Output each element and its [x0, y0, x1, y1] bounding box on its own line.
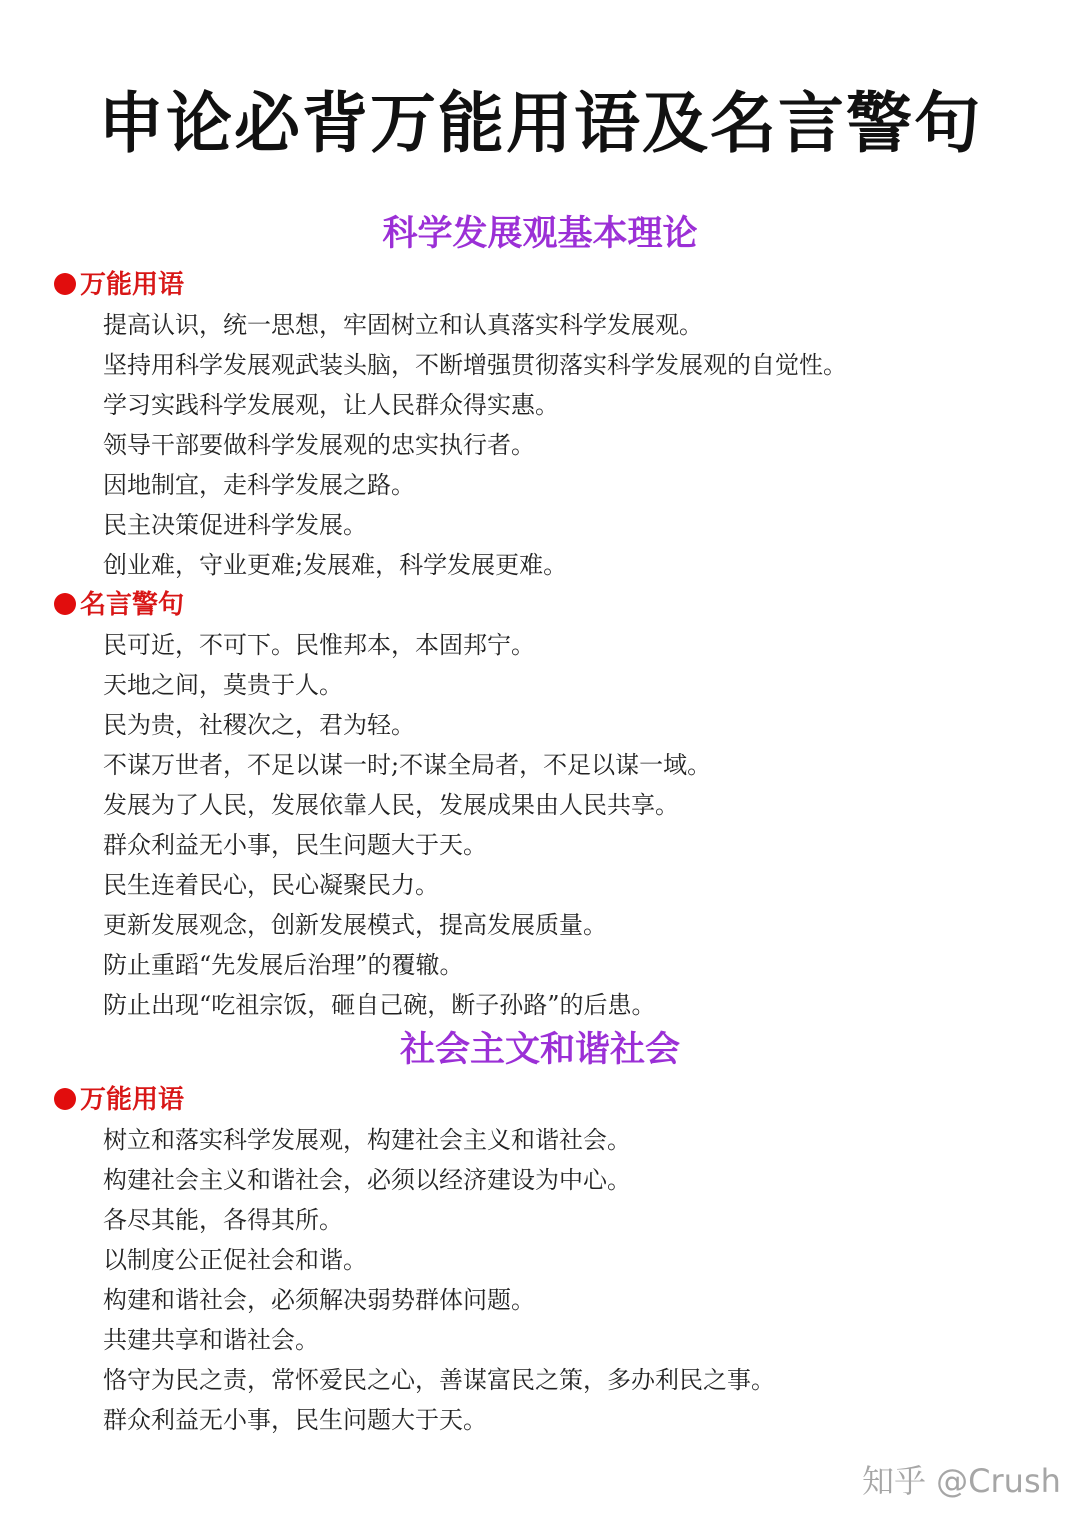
- watermark: 知乎 @Crush: [862, 1462, 1061, 1500]
- list-item: 共建共享和谐社会。: [103, 1326, 319, 1354]
- list-item: 发展为了人民，发展依靠人民，发展成果由人民共享。: [103, 791, 679, 819]
- list-item: 不谋万世者，不足以谋一时;不谋全局者，不足以谋一域。: [103, 751, 712, 779]
- red-bullet-icon: [54, 273, 76, 295]
- section-title: 科学发展观基本理论: [382, 214, 698, 254]
- list-item: 恪守为民之责，常怀爱民之心，善谋富民之策，多办利民之事。: [103, 1366, 775, 1394]
- list-item: 学习实践科学发展观，让人民群众得实惠。: [103, 391, 559, 419]
- list-item: 创业难，守业更难;发展难，科学发展更难。: [103, 551, 568, 579]
- list-item: 民可近，不可下。民惟邦本，本固邦宁。: [103, 631, 535, 659]
- quote-list: [0, 625, 1080, 1025]
- list-item: 群众利益无小事，民生问题大于天。: [103, 1406, 487, 1434]
- list-item: 构建社会主义和谐社会，必须以经济建设为中心。: [103, 1166, 631, 1194]
- list-item: 群众利益无小事，民生问题大于天。: [103, 831, 487, 859]
- section-title: 社会主文和谐社会: [399, 1030, 680, 1070]
- list-item: 更新发展观念，创新发展模式，提高发展质量。: [103, 911, 607, 939]
- list-item: 天地之间，莫贵于人。: [103, 671, 343, 699]
- list-item: 民生连着民心，民心凝聚民力。: [103, 871, 439, 899]
- section-harmonious-society: [0, 1025, 1080, 1440]
- subhead-label: 万能用语: [80, 1085, 185, 1115]
- list-item: 民为贵，社稷次之，君为轻。: [103, 711, 415, 739]
- subhead-famous-quotes: [54, 585, 1080, 625]
- section-scientific-development: [0, 209, 1080, 1025]
- red-bullet-icon: [54, 593, 76, 615]
- list-item: 以制度公正促社会和谐。: [103, 1246, 367, 1274]
- list-item: 防止重蹈“先发展后治理”的覆辙。: [103, 951, 464, 979]
- page-title: 申论必背万能用语及名言警句: [98, 85, 982, 162]
- subhead-label: 万能用语: [80, 270, 185, 300]
- list-item: 民主决策促进科学发展。: [103, 511, 367, 539]
- list-item: 因地制宜，走科学发展之路。: [103, 471, 415, 499]
- subhead-universal-phrases: [54, 1080, 1080, 1120]
- list-item: 提高认识，统一思想，牢固树立和认真落实科学发展观。: [103, 311, 703, 339]
- subhead-label: 名言警句: [80, 590, 185, 620]
- list-item: 各尽其能，各得其所。: [103, 1206, 343, 1234]
- list-item: 构建和谐社会，必须解决弱势群体问题。: [103, 1286, 535, 1314]
- phrase-list: [0, 305, 1080, 585]
- subhead-universal-phrases: [54, 265, 1080, 305]
- phrase-list: [0, 1120, 1080, 1440]
- list-item: 坚持用科学发展观武装头脑，不断增强贯彻落实科学发展观的自觉性。: [103, 351, 847, 379]
- list-item: 防止出现“吃祖宗饭，砸自己碗，断子孙路”的后患。: [103, 991, 656, 1019]
- list-item: 树立和落实科学发展观，构建社会主义和谐社会。: [103, 1126, 631, 1154]
- red-bullet-icon: [54, 1088, 76, 1110]
- list-item: 领导干部要做科学发展观的忠实执行者。: [103, 431, 535, 459]
